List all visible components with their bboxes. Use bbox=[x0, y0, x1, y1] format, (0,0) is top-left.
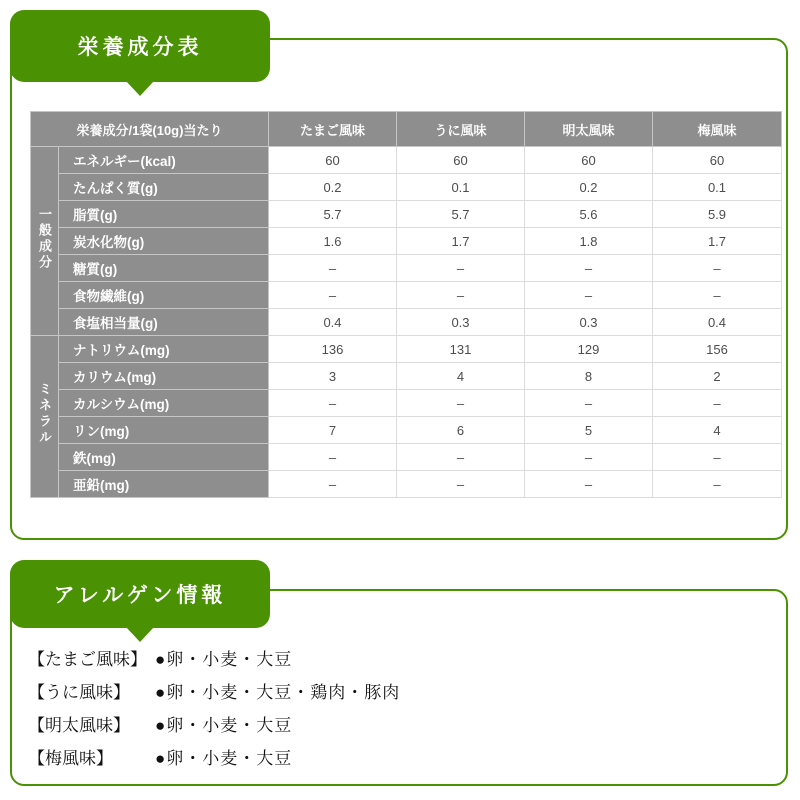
nutrient-value: – bbox=[397, 471, 525, 498]
flavor-column-header: 明太風味 bbox=[525, 112, 653, 147]
nutrient-value: – bbox=[269, 471, 397, 498]
nutrient-value: 129 bbox=[525, 336, 653, 363]
nutrient-label: 糖質(g) bbox=[59, 255, 269, 282]
nutrient-value: 0.2 bbox=[269, 174, 397, 201]
nutrient-value: – bbox=[397, 255, 525, 282]
nutrient-value: – bbox=[525, 444, 653, 471]
allergen-value: ●卵・小麦・大豆 bbox=[155, 650, 293, 669]
allergen-value: ●卵・小麦・大豆・鶏肉・豚肉 bbox=[155, 683, 401, 702]
allergen-value: ●卵・小麦・大豆 bbox=[155, 716, 293, 735]
nutrient-value: 7 bbox=[269, 417, 397, 444]
nutrient-value: 5.9 bbox=[653, 201, 782, 228]
table-corner-header: 栄養成分/1袋(10g)当たり bbox=[31, 112, 269, 147]
allergen-flavor-label: 【明太風味】 bbox=[28, 716, 130, 735]
table-row bbox=[31, 255, 782, 282]
row-group-cell bbox=[31, 147, 59, 336]
nutrient-value: 136 bbox=[269, 336, 397, 363]
nutrient-value: 60 bbox=[397, 147, 525, 174]
flavor-column-header: 梅風味 bbox=[653, 112, 782, 147]
nutrient-value: 5.7 bbox=[269, 201, 397, 228]
nutrition-table-head bbox=[31, 112, 782, 147]
allergen-flavor-label: 【たまご風味】 bbox=[28, 650, 147, 669]
nutrient-value: – bbox=[525, 282, 653, 309]
nutrient-value: – bbox=[653, 282, 782, 309]
allergen-tab-title: アレルゲン情報 bbox=[53, 584, 227, 607]
nutrient-label: カルシウム(mg) bbox=[59, 390, 269, 417]
nutrition-tab-title: 栄養成分表 bbox=[77, 36, 203, 59]
allergen-list bbox=[28, 641, 768, 773]
allergen-value: ●卵・小麦・大豆 bbox=[155, 749, 293, 768]
flavor-column-header: うに風味 bbox=[397, 112, 525, 147]
nutrient-value: – bbox=[525, 255, 653, 282]
nutrient-value: – bbox=[397, 444, 525, 471]
nutrient-value: 60 bbox=[269, 147, 397, 174]
allergen-row bbox=[28, 707, 768, 740]
row-group-label: 一般成分 bbox=[37, 206, 52, 271]
nutrient-value: 156 bbox=[653, 336, 782, 363]
allergen-row bbox=[28, 641, 768, 674]
nutrient-value: 3 bbox=[269, 363, 397, 390]
nutrition-table-body bbox=[31, 147, 782, 498]
nutrient-value: 0.2 bbox=[525, 174, 653, 201]
table-row bbox=[31, 282, 782, 309]
nutrient-label: 亜鉛(mg) bbox=[59, 471, 269, 498]
nutrient-value: 0.4 bbox=[653, 309, 782, 336]
nutrient-value: 60 bbox=[525, 147, 653, 174]
nutrient-value: – bbox=[653, 444, 782, 471]
allergen-flavor-label: 【うに風味】 bbox=[28, 683, 130, 702]
nutrient-value: 8 bbox=[525, 363, 653, 390]
nutrient-value: 5 bbox=[525, 417, 653, 444]
nutrient-value: 1.7 bbox=[653, 228, 782, 255]
nutrient-label: 食塩相当量(g) bbox=[59, 309, 269, 336]
tab-pointer-triangle bbox=[126, 627, 154, 642]
table-row bbox=[31, 417, 782, 444]
nutrient-value: 0.3 bbox=[397, 309, 525, 336]
table-row bbox=[31, 390, 782, 417]
nutrient-value: 0.1 bbox=[653, 174, 782, 201]
nutrient-value: – bbox=[269, 444, 397, 471]
nutrient-value: – bbox=[653, 390, 782, 417]
allergen-row bbox=[28, 674, 768, 707]
flavor-column-header: たまご風味 bbox=[269, 112, 397, 147]
allergen-flavor-label: 【梅風味】 bbox=[28, 749, 113, 768]
allergen-tab bbox=[10, 560, 270, 628]
nutrient-value: 60 bbox=[653, 147, 782, 174]
table-row bbox=[31, 471, 782, 498]
nutrient-value: – bbox=[269, 390, 397, 417]
nutrient-value: 1.6 bbox=[269, 228, 397, 255]
nutrient-value: – bbox=[653, 255, 782, 282]
nutrient-value: 0.1 bbox=[397, 174, 525, 201]
table-row bbox=[31, 336, 782, 363]
nutrient-value: 0.4 bbox=[269, 309, 397, 336]
nutrient-label: 鉄(mg) bbox=[59, 444, 269, 471]
tab-pointer-triangle bbox=[126, 81, 154, 96]
nutrient-label: 炭水化物(g) bbox=[59, 228, 269, 255]
table-row bbox=[31, 363, 782, 390]
allergen-row bbox=[28, 740, 768, 773]
nutrient-label: リン(mg) bbox=[59, 417, 269, 444]
nutrition-box bbox=[10, 38, 788, 540]
nutrient-label: ナトリウム(mg) bbox=[59, 336, 269, 363]
nutrient-value: – bbox=[397, 390, 525, 417]
nutrient-label: 脂質(g) bbox=[59, 201, 269, 228]
nutrient-value: 4 bbox=[397, 363, 525, 390]
table-row bbox=[31, 147, 782, 174]
nutrient-value: 1.8 bbox=[525, 228, 653, 255]
nutrient-value: – bbox=[525, 471, 653, 498]
nutrient-label: 食物繊維(g) bbox=[59, 282, 269, 309]
row-group-label: ミネラル bbox=[37, 382, 52, 446]
nutrient-label: たんぱく質(g) bbox=[59, 174, 269, 201]
nutrient-value: 5.6 bbox=[525, 201, 653, 228]
table-row bbox=[31, 174, 782, 201]
nutrient-value: 1.7 bbox=[397, 228, 525, 255]
table-row bbox=[31, 444, 782, 471]
nutrient-value: 5.7 bbox=[397, 201, 525, 228]
nutrient-value: 0.3 bbox=[525, 309, 653, 336]
nutrient-value: 131 bbox=[397, 336, 525, 363]
nutrient-value: – bbox=[653, 471, 782, 498]
nutrient-value: – bbox=[269, 282, 397, 309]
nutrient-value: 4 bbox=[653, 417, 782, 444]
nutrient-label: カリウム(mg) bbox=[59, 363, 269, 390]
table-header-row bbox=[31, 112, 782, 147]
row-group-cell bbox=[31, 336, 59, 498]
nutrient-value: 2 bbox=[653, 363, 782, 390]
table-row bbox=[31, 201, 782, 228]
table-row bbox=[31, 309, 782, 336]
nutrition-table bbox=[30, 111, 782, 498]
nutrient-label: エネルギー(kcal) bbox=[59, 147, 269, 174]
nutrient-value: – bbox=[397, 282, 525, 309]
nutrient-value: – bbox=[525, 390, 653, 417]
nutrition-tab bbox=[10, 10, 270, 82]
table-row bbox=[31, 228, 782, 255]
nutrient-value: 6 bbox=[397, 417, 525, 444]
nutrient-value: – bbox=[269, 255, 397, 282]
